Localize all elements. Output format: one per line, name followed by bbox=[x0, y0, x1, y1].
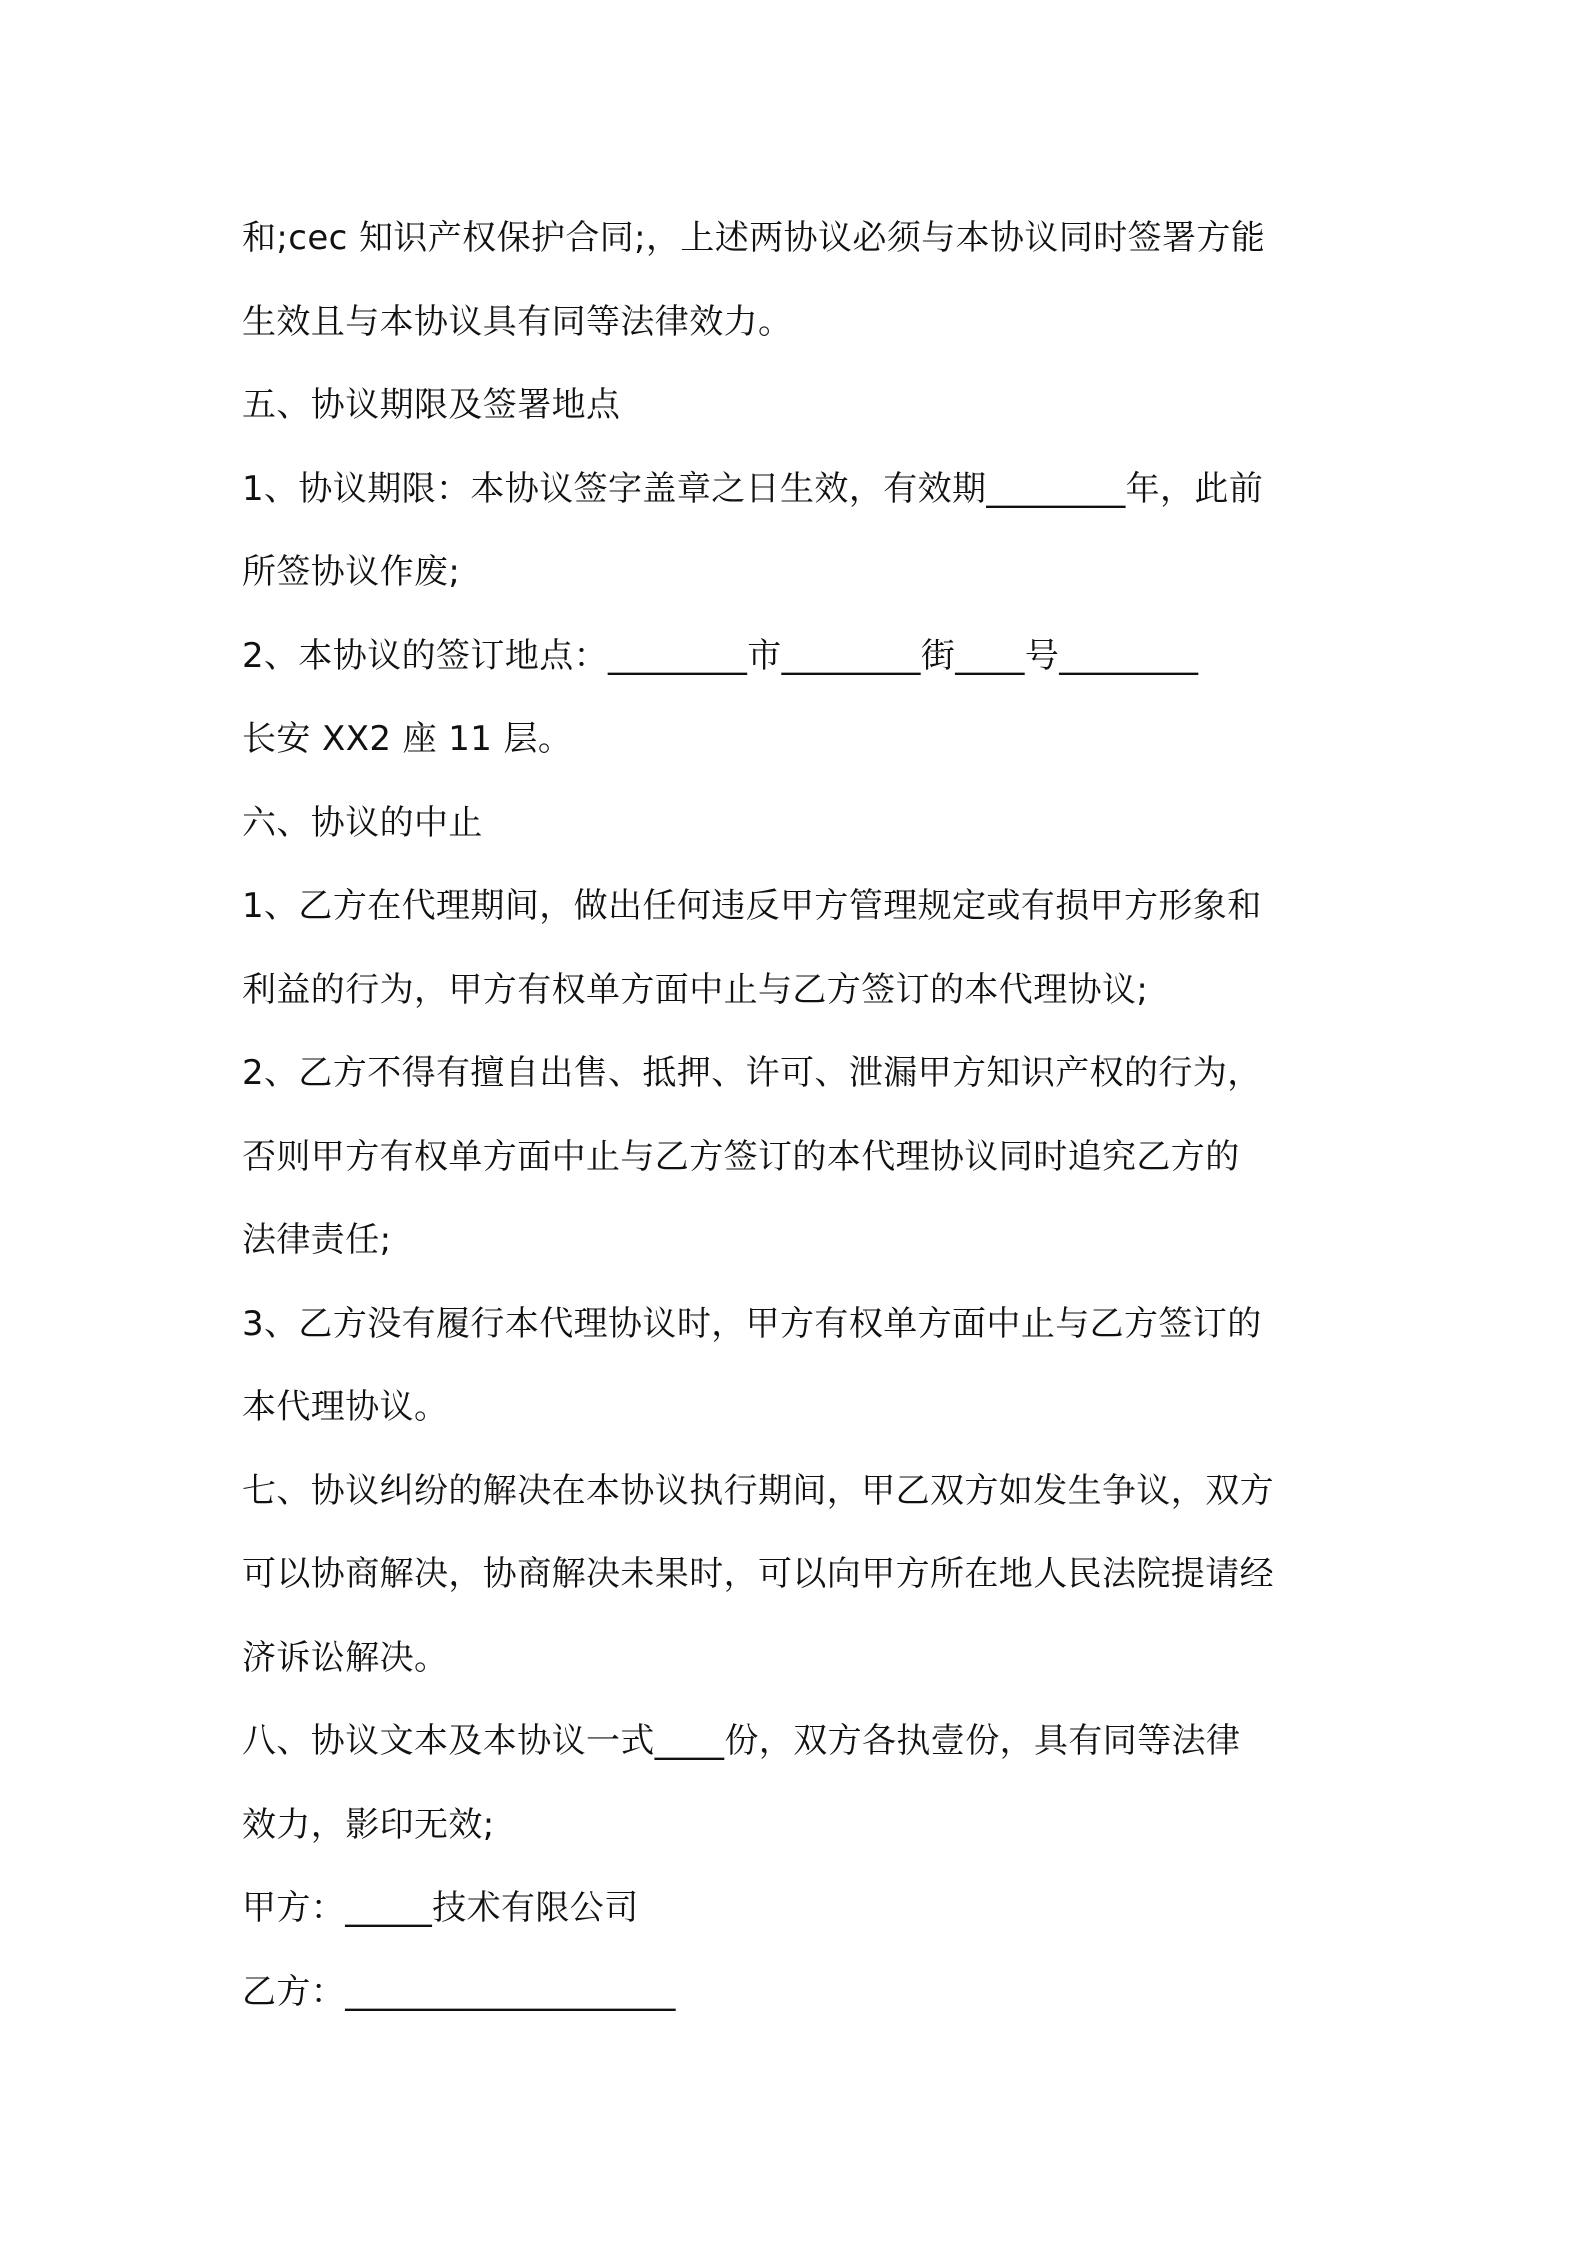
text-line: 八、协议文本及本协议一式____份，双方各执壹份，具有同等法律 bbox=[242, 1721, 1241, 1761]
text-line: 生效且与本协议具有同等法律效力。 bbox=[242, 301, 793, 342]
text-line: 3、乙方没有履行本代理协议时，甲方有权单方面中止与乙方签订的 bbox=[242, 1303, 1262, 1344]
section-heading: 五、协议期限及签署地点 bbox=[242, 385, 621, 425]
text-line: 2、本协议的签订地点：________市________街____号________ bbox=[242, 635, 1199, 676]
text-line: 1、乙方在代理期间，做出任何违反甲方管理规定或有损甲方形象和 bbox=[242, 886, 1262, 926]
document-body bbox=[242, 197, 1362, 2034]
text-line: 法律责任; bbox=[242, 1220, 392, 1260]
text-line: 七、协议纠纷的解决在本协议执行期间，甲乙双方如发生争议，双方 bbox=[242, 1470, 1274, 1511]
text-line: 否则甲方有权单方面中止与乙方签订的本代理协议同时追究乙方的 bbox=[242, 1136, 1240, 1177]
text-line: 长安 XX2 座 11 层。 bbox=[242, 719, 573, 759]
text-line: 所签协议作废; bbox=[242, 552, 461, 592]
text-line: 1、协议期限：本协议签字盖章之日生效，有效期________年，此前 bbox=[242, 468, 1264, 509]
text-line: 本代理协议。 bbox=[242, 1387, 449, 1427]
text-line: 2、乙方不得有擅自出售、抵押、许可、泄漏甲方知识产权的行为， bbox=[242, 1053, 1262, 1093]
section-heading: 六、协议的中止 bbox=[242, 802, 483, 843]
text-line: 和;cec 知识产权保护合同;，上述两协议必须与本协议同时签署方能 bbox=[242, 218, 1266, 258]
text-line: 济诉讼解决。 bbox=[242, 1637, 449, 1678]
party-b-line: 乙方：___________________ bbox=[242, 1971, 676, 2012]
text-line: 可以协商解决，协商解决未果时，可以向甲方所在地人民法院提请经 bbox=[242, 1554, 1274, 1594]
text-line: 利益的行为，甲方有权单方面中止与乙方签订的本代理协议; bbox=[242, 969, 1149, 1010]
text-line: 效力，影印无效; bbox=[242, 1804, 495, 1845]
party-a-line: 甲方：_____技术有限公司 bbox=[242, 1888, 639, 1928]
